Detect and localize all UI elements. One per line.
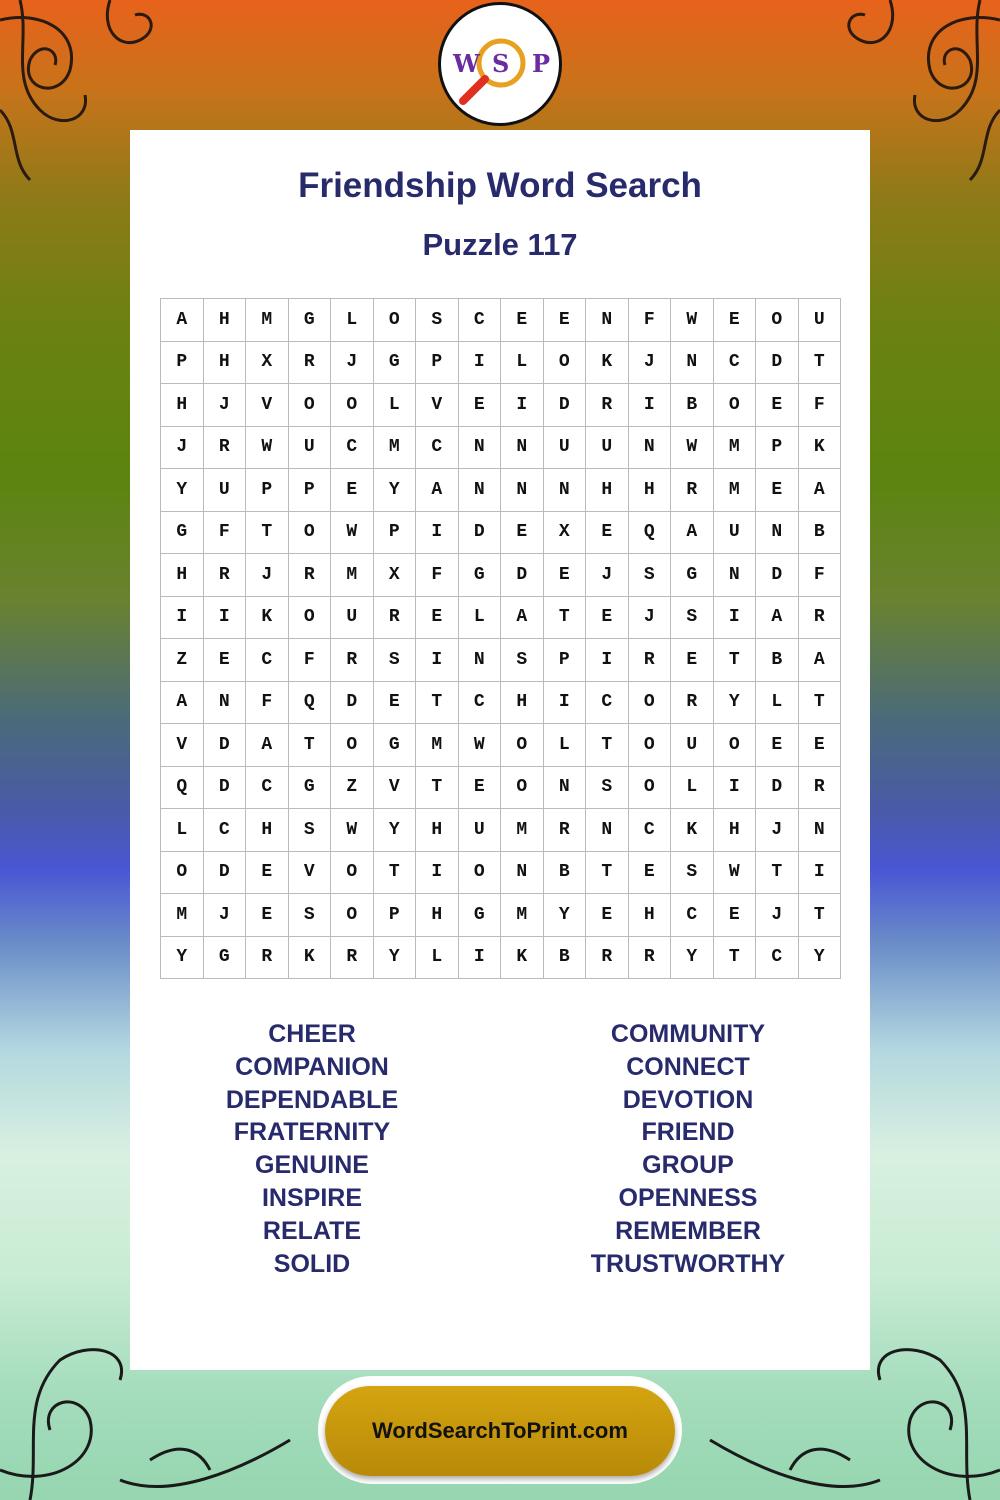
grid-cell: X	[246, 342, 289, 385]
grid-cell: R	[629, 639, 672, 682]
grid-cell: I	[544, 682, 587, 725]
word-item: TRUSTWORTHY	[590, 1249, 786, 1278]
word-item: COMMUNITY	[610, 1020, 766, 1048]
grid-cell: L	[374, 384, 417, 427]
grid-cell: E	[501, 512, 544, 555]
grid-cell: T	[289, 724, 332, 767]
grid-cell: A	[501, 597, 544, 640]
grid-cell: L	[501, 342, 544, 385]
grid-cell: G	[374, 724, 417, 767]
grid-cell: E	[544, 554, 587, 597]
grid-cell: D	[204, 724, 247, 767]
grid-cell: O	[374, 299, 417, 342]
grid-cell: P	[756, 427, 799, 470]
grid-cell: V	[374, 767, 417, 810]
grid-cell: T	[799, 342, 842, 385]
grid-cell: R	[586, 937, 629, 980]
grid-cell: I	[629, 384, 672, 427]
grid-cell: D	[331, 682, 374, 725]
grid-cell: C	[714, 342, 757, 385]
word-item: COMPANION	[235, 1052, 389, 1081]
grid-cell: E	[459, 384, 502, 427]
grid-cell: H	[416, 809, 459, 852]
grid-cell: N	[799, 809, 842, 852]
grid-cell: G	[289, 299, 332, 342]
grid-cell: H	[416, 894, 459, 937]
grid-cell: C	[459, 682, 502, 725]
word-item: FRATERNITY	[233, 1118, 391, 1147]
grid-cell: R	[204, 427, 247, 470]
grid-cell: N	[204, 682, 247, 725]
grid-cell: L	[459, 597, 502, 640]
grid-cell: O	[289, 597, 332, 640]
grid-cell: O	[331, 852, 374, 895]
word-item: CONNECT	[626, 1052, 750, 1081]
grid-cell: U	[289, 427, 332, 470]
grid-cell: R	[289, 554, 332, 597]
grid-cell: T	[544, 597, 587, 640]
grid-cell: C	[204, 809, 247, 852]
grid-cell: Y	[671, 937, 714, 980]
grid-cell: S	[501, 639, 544, 682]
grid-cell: O	[161, 852, 204, 895]
grid-cell: R	[629, 937, 672, 980]
grid-cell: F	[799, 384, 842, 427]
grid-cell: M	[331, 554, 374, 597]
grid-cell: L	[161, 809, 204, 852]
grid-cell: E	[586, 512, 629, 555]
grid-cell: N	[501, 469, 544, 512]
logo-letter-s: S	[492, 49, 510, 78]
grid-cell: N	[544, 767, 587, 810]
grid-cell: T	[586, 852, 629, 895]
grid-cell: J	[586, 554, 629, 597]
grid-cell: J	[204, 894, 247, 937]
grid-cell: B	[544, 852, 587, 895]
grid-cell: M	[246, 299, 289, 342]
grid-cell: J	[629, 597, 672, 640]
grid-cell: N	[459, 469, 502, 512]
grid-cell: L	[331, 299, 374, 342]
grid-cell: L	[671, 767, 714, 810]
grid-cell: I	[416, 512, 459, 555]
grid-cell: V	[416, 384, 459, 427]
grid-cell: S	[289, 894, 332, 937]
letter-grid	[160, 298, 841, 979]
grid-cell: R	[671, 469, 714, 512]
grid-cell: J	[756, 809, 799, 852]
grid-cell: H	[629, 469, 672, 512]
grid-cell: T	[799, 682, 842, 725]
grid-cell: P	[161, 342, 204, 385]
word-item: DEPENDABLE	[225, 1085, 399, 1114]
grid-cell: T	[714, 639, 757, 682]
grid-cell: T	[246, 512, 289, 555]
word-item: SOLID	[273, 1249, 351, 1278]
grid-cell: T	[416, 767, 459, 810]
grid-cell: Y	[374, 809, 417, 852]
grid-cell: E	[586, 894, 629, 937]
grid-cell: Y	[544, 894, 587, 937]
grid-cell: R	[289, 342, 332, 385]
grid-cell: E	[246, 852, 289, 895]
grid-cell: D	[756, 554, 799, 597]
grid-cell: W	[714, 852, 757, 895]
grid-cell: F	[416, 554, 459, 597]
grid-cell: I	[501, 384, 544, 427]
word-item: FRIEND	[641, 1118, 735, 1147]
grid-cell: W	[246, 427, 289, 470]
grid-cell: O	[544, 342, 587, 385]
grid-cell: C	[246, 639, 289, 682]
grid-cell: O	[459, 852, 502, 895]
grid-cell: V	[246, 384, 289, 427]
grid-cell: K	[671, 809, 714, 852]
grid-cell: R	[671, 682, 714, 725]
grid-cell: N	[756, 512, 799, 555]
grid-cell: H	[501, 682, 544, 725]
grid-cell: V	[289, 852, 332, 895]
grid-cell: V	[161, 724, 204, 767]
grid-cell: B	[544, 937, 587, 980]
grid-cell: B	[799, 512, 842, 555]
grid-cell: H	[586, 469, 629, 512]
grid-cell: G	[459, 894, 502, 937]
grid-cell: W	[671, 299, 714, 342]
grid-cell: U	[586, 427, 629, 470]
grid-cell: X	[374, 554, 417, 597]
grid-cell: C	[331, 427, 374, 470]
grid-cell: F	[289, 639, 332, 682]
grid-cell: E	[629, 852, 672, 895]
grid-cell: D	[204, 852, 247, 895]
word-item: GENUINE	[255, 1151, 369, 1180]
grid-cell: K	[586, 342, 629, 385]
grid-cell: W	[331, 512, 374, 555]
grid-cell: D	[459, 512, 502, 555]
grid-cell: T	[714, 937, 757, 980]
grid-cell: G	[289, 767, 332, 810]
grid-cell: C	[586, 682, 629, 725]
grid-cell: N	[459, 427, 502, 470]
grid-cell: P	[289, 469, 332, 512]
grid-cell: H	[161, 554, 204, 597]
grid-cell: Y	[161, 469, 204, 512]
grid-cell: R	[204, 554, 247, 597]
grid-cell: H	[161, 384, 204, 427]
grid-cell: L	[544, 724, 587, 767]
grid-cell: O	[331, 724, 374, 767]
page-title: Friendship Word Search	[298, 166, 702, 205]
grid-cell: R	[331, 639, 374, 682]
grid-cell: W	[459, 724, 502, 767]
grid-cell: M	[374, 427, 417, 470]
grid-cell: D	[501, 554, 544, 597]
grid-cell: E	[714, 299, 757, 342]
grid-cell: E	[799, 724, 842, 767]
grid-cell: G	[374, 342, 417, 385]
grid-cell: P	[246, 469, 289, 512]
grid-cell: O	[756, 299, 799, 342]
grid-cell: I	[161, 597, 204, 640]
grid-cell: H	[714, 809, 757, 852]
grid-cell: O	[714, 724, 757, 767]
grid-cell: J	[756, 894, 799, 937]
grid-cell: E	[246, 894, 289, 937]
grid-cell: N	[544, 469, 587, 512]
grid-cell: N	[586, 299, 629, 342]
logo-letter-w: W	[453, 49, 480, 78]
wsp-logo[interactable]	[438, 2, 562, 126]
grid-cell: A	[799, 469, 842, 512]
grid-cell: S	[586, 767, 629, 810]
grid-cell: I	[416, 852, 459, 895]
grid-cell: M	[714, 427, 757, 470]
grid-cell: B	[671, 384, 714, 427]
grid-cell: F	[629, 299, 672, 342]
grid-cell: O	[714, 384, 757, 427]
grid-cell: R	[544, 809, 587, 852]
grid-cell: R	[799, 767, 842, 810]
grid-cell: T	[799, 894, 842, 937]
grid-cell: D	[204, 767, 247, 810]
grid-cell: Q	[161, 767, 204, 810]
grid-cell: H	[204, 342, 247, 385]
grid-cell: P	[374, 512, 417, 555]
grid-cell: E	[714, 894, 757, 937]
grid-cell: L	[756, 682, 799, 725]
grid-cell: S	[289, 809, 332, 852]
grid-cell: U	[799, 299, 842, 342]
grid-cell: S	[629, 554, 672, 597]
grid-cell: R	[799, 597, 842, 640]
grid-cell: D	[756, 342, 799, 385]
grid-cell: M	[501, 809, 544, 852]
grid-cell: K	[289, 937, 332, 980]
grid-cell: C	[246, 767, 289, 810]
grid-cell: X	[544, 512, 587, 555]
grid-cell: D	[544, 384, 587, 427]
grid-cell: O	[331, 894, 374, 937]
grid-cell: I	[204, 597, 247, 640]
grid-cell: J	[204, 384, 247, 427]
grid-cell: E	[756, 469, 799, 512]
grid-cell: H	[204, 299, 247, 342]
grid-cell: M	[416, 724, 459, 767]
grid-cell: I	[459, 937, 502, 980]
grid-cell: F	[246, 682, 289, 725]
grid-cell: O	[629, 724, 672, 767]
word-item: CHEER	[268, 1020, 356, 1048]
grid-cell: I	[799, 852, 842, 895]
grid-cell: E	[331, 469, 374, 512]
grid-cell: O	[289, 512, 332, 555]
grid-cell: P	[374, 894, 417, 937]
grid-cell: T	[756, 852, 799, 895]
grid-cell: R	[246, 937, 289, 980]
grid-cell: E	[416, 597, 459, 640]
grid-cell: U	[459, 809, 502, 852]
grid-cell: L	[416, 937, 459, 980]
grid-cell: Z	[331, 767, 374, 810]
grid-cell: Y	[714, 682, 757, 725]
grid-cell: Q	[629, 512, 672, 555]
grid-cell: P	[544, 639, 587, 682]
grid-cell: O	[501, 724, 544, 767]
grid-cell: R	[586, 384, 629, 427]
grid-cell: I	[586, 639, 629, 682]
grid-cell: K	[246, 597, 289, 640]
grid-cell: M	[714, 469, 757, 512]
grid-cell: C	[416, 427, 459, 470]
grid-cell: K	[799, 427, 842, 470]
word-list-left	[142, 1018, 482, 1280]
grid-cell: I	[714, 767, 757, 810]
grid-cell: U	[204, 469, 247, 512]
grid-cell: C	[459, 299, 502, 342]
grid-cell: Z	[161, 639, 204, 682]
grid-cell: W	[671, 427, 714, 470]
grid-cell: E	[374, 682, 417, 725]
grid-cell: N	[459, 639, 502, 682]
grid-cell: E	[586, 597, 629, 640]
grid-cell: R	[374, 597, 417, 640]
grid-cell: A	[161, 682, 204, 725]
grid-cell: G	[459, 554, 502, 597]
grid-cell: N	[714, 554, 757, 597]
logo-letter-p: P	[532, 49, 551, 78]
puzzle-number: Puzzle 117	[422, 227, 578, 262]
grid-cell: S	[671, 597, 714, 640]
grid-cell: Y	[161, 937, 204, 980]
grid-cell: U	[544, 427, 587, 470]
grid-cell: J	[161, 427, 204, 470]
grid-cell: E	[544, 299, 587, 342]
website-button[interactable]: WordSearchToPrint.com	[325, 1386, 675, 1476]
grid-cell: G	[671, 554, 714, 597]
grid-cell: E	[501, 299, 544, 342]
grid-cell: S	[416, 299, 459, 342]
puzzle-panel	[130, 130, 870, 1370]
grid-cell: I	[714, 597, 757, 640]
word-item: RELATE	[262, 1216, 362, 1245]
grid-cell: D	[756, 767, 799, 810]
word-item: GROUP	[642, 1151, 734, 1180]
grid-cell: T	[416, 682, 459, 725]
grid-cell: S	[671, 852, 714, 895]
grid-cell: A	[161, 299, 204, 342]
grid-cell: O	[289, 384, 332, 427]
grid-cell: A	[416, 469, 459, 512]
grid-cell: Y	[374, 937, 417, 980]
word-item: DEVOTION	[622, 1085, 754, 1114]
grid-cell: T	[586, 724, 629, 767]
grid-cell: T	[374, 852, 417, 895]
grid-cell: A	[799, 639, 842, 682]
grid-cell: U	[714, 512, 757, 555]
grid-cell: E	[756, 384, 799, 427]
grid-cell: A	[671, 512, 714, 555]
grid-cell: C	[629, 809, 672, 852]
grid-cell: N	[501, 852, 544, 895]
grid-cell: H	[246, 809, 289, 852]
grid-cell: N	[671, 342, 714, 385]
grid-cell: O	[501, 767, 544, 810]
grid-cell: E	[204, 639, 247, 682]
grid-cell: A	[756, 597, 799, 640]
grid-cell: J	[629, 342, 672, 385]
grid-cell: Q	[289, 682, 332, 725]
grid-cell: U	[671, 724, 714, 767]
grid-cell: O	[629, 682, 672, 725]
grid-cell: E	[671, 639, 714, 682]
grid-cell: O	[331, 384, 374, 427]
grid-cell: G	[204, 937, 247, 980]
grid-cell: E	[459, 767, 502, 810]
grid-cell: I	[416, 639, 459, 682]
grid-cell: J	[331, 342, 374, 385]
grid-cell: N	[629, 427, 672, 470]
grid-cell: K	[501, 937, 544, 980]
word-item: REMEMBER	[615, 1216, 761, 1245]
grid-cell: P	[416, 342, 459, 385]
grid-cell: E	[756, 724, 799, 767]
grid-cell: Y	[374, 469, 417, 512]
grid-cell: R	[331, 937, 374, 980]
grid-cell: F	[204, 512, 247, 555]
grid-cell: J	[246, 554, 289, 597]
grid-cell: N	[586, 809, 629, 852]
grid-cell: C	[756, 937, 799, 980]
grid-cell: B	[756, 639, 799, 682]
grid-cell: G	[161, 512, 204, 555]
grid-cell: N	[501, 427, 544, 470]
grid-cell: O	[629, 767, 672, 810]
grid-cell: U	[331, 597, 374, 640]
grid-cell: H	[629, 894, 672, 937]
word-item: INSPIRE	[261, 1183, 363, 1212]
grid-cell: S	[374, 639, 417, 682]
grid-cell: W	[331, 809, 374, 852]
grid-cell: F	[799, 554, 842, 597]
grid-cell: Y	[799, 937, 842, 980]
grid-cell: A	[246, 724, 289, 767]
grid-cell: C	[671, 894, 714, 937]
word-item: OPENNESS	[618, 1183, 758, 1212]
grid-cell: M	[161, 894, 204, 937]
word-list-right	[518, 1018, 858, 1280]
grid-cell: I	[459, 342, 502, 385]
grid-cell: M	[501, 894, 544, 937]
